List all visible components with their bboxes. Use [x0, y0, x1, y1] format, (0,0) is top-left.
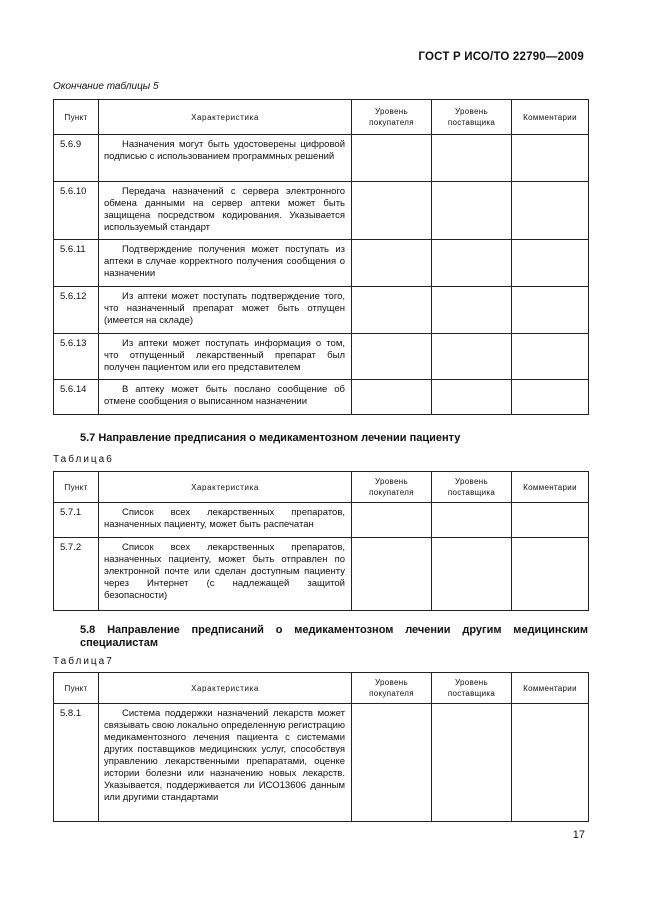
- row-number: 5.7.2: [54, 538, 99, 611]
- row-comments-cell: [512, 538, 589, 611]
- row-number: 5.6.11: [54, 240, 99, 287]
- row-characteristic: Подтверждение получения может поступать из аптеки в случае корректного получения сообщения о назначении: [99, 240, 352, 287]
- table-6: [53, 471, 589, 611]
- table-row: [54, 135, 589, 182]
- col-header-supplier-level: Уровень поставщика: [432, 100, 512, 135]
- page-number: 17: [572, 829, 585, 841]
- col-header-comments: Комментарии: [512, 472, 589, 503]
- row-comments-cell: [512, 334, 589, 380]
- col-header-item: Пункт: [54, 100, 99, 135]
- row-buyer-level-cell: [352, 503, 432, 538]
- col-header-buyer-level: Уровень покупателя: [352, 472, 432, 503]
- row-supplier-level-cell: [432, 503, 512, 538]
- row-comments-cell: [512, 503, 589, 538]
- row-supplier-level-cell: [432, 334, 512, 380]
- row-number: 5.6.10: [54, 182, 99, 240]
- col-header-comments: Комментарии: [512, 100, 589, 135]
- row-characteristic: Система поддержки назначений лекарств может связывать свою локально определенную регистрацию медикаментозного лечения пациента с системами других поставщиков медицинских услуг, способствуя управлению лекарственными препаратами, оценке истории болезни или назначению новых лекарств. Указывается, поддерживается ли ИСО13606 данным или другими стандартами: [99, 704, 352, 822]
- row-buyer-level-cell: [352, 182, 432, 240]
- table-7: [53, 672, 589, 822]
- row-supplier-level-cell: [432, 538, 512, 611]
- row-supplier-level-cell: [432, 182, 512, 240]
- row-characteristic: Передача назначений с сервера электронного обмена данными на сервер аптеки может быть защищена посредством кодирования. Указывается используемый стандарт: [99, 182, 352, 240]
- col-header-supplier-level: Уровень поставщика: [432, 472, 512, 503]
- col-header-buyer-level: Уровень покупателя: [352, 100, 432, 135]
- col-header-buyer-level: Уровень покупателя: [352, 673, 432, 704]
- section-5-7-title: 5.7 Направление предписания о медикаментозном лечении пациенту: [80, 432, 461, 444]
- col-header-characteristic: Характеристика: [99, 472, 352, 503]
- row-buyer-level-cell: [352, 287, 432, 334]
- row-comments-cell: [512, 182, 589, 240]
- row-comments-cell: [512, 704, 589, 822]
- col-header-characteristic: Характеристика: [99, 673, 352, 704]
- row-comments-cell: [512, 240, 589, 287]
- row-characteristic: Из аптеки может поступать подтверждение того, что назначенный препарат может быть отпущен (имеется на складе): [99, 287, 352, 334]
- row-number: 5.8.1: [54, 704, 99, 822]
- row-characteristic: Из аптеки может поступать информация о том, что отпущенный лекарственный препарат был получен пациентом или его представителем: [99, 334, 352, 380]
- row-comments-cell: [512, 287, 589, 334]
- row-number: 5.6.12: [54, 287, 99, 334]
- row-characteristic: В аптеку может быть послано сообщение об отмене сообщения о выписанном назначении: [99, 380, 352, 415]
- row-number: 5.7.1: [54, 503, 99, 538]
- row-comments-cell: [512, 135, 589, 182]
- row-characteristic: Список всех лекарственных препаратов, назначенных пациенту, может быть отправлен по электронной почте или сделан доступным пациенту через Интернет (с надлежащей защитой безопасности): [99, 538, 352, 611]
- row-supplier-level-cell: [432, 240, 512, 287]
- table-row: [54, 334, 589, 380]
- table-row: [54, 704, 589, 822]
- standard-header: ГОСТ Р ИСО/ТО 22790—2009: [418, 51, 584, 63]
- row-characteristic: Список всех лекарственных препаратов, назначенных пациенту, может быть распечатан: [99, 503, 352, 538]
- col-header-item: Пункт: [54, 472, 99, 503]
- table-row: [54, 380, 589, 415]
- row-buyer-level-cell: [352, 135, 432, 182]
- table-row: [54, 240, 589, 287]
- col-header-characteristic: Характеристика: [99, 100, 352, 135]
- row-buyer-level-cell: [352, 704, 432, 822]
- table-row: [54, 287, 589, 334]
- row-number: 5.6.13: [54, 334, 99, 380]
- table-7-caption: Таблица7: [53, 656, 114, 667]
- row-characteristic: Назначения могут быть удостоверены цифровой подписью с использованием программных решений: [99, 135, 352, 182]
- row-comments-cell: [512, 380, 589, 415]
- row-supplier-level-cell: [432, 380, 512, 415]
- table-row: [54, 182, 589, 240]
- row-buyer-level-cell: [352, 334, 432, 380]
- table-5: [53, 99, 589, 415]
- row-supplier-level-cell: [432, 287, 512, 334]
- row-supplier-level-cell: [432, 135, 512, 182]
- col-header-item: Пункт: [54, 673, 99, 704]
- table-continuation-caption: Окончание таблицы 5: [53, 81, 159, 92]
- table-row: [54, 503, 589, 538]
- section-5-8-title: 5.8 Направление предписаний о медикаментозном лечении другим медицинским специалистам: [80, 624, 588, 649]
- col-header-comments: Комментарии: [512, 673, 589, 704]
- table-row: [54, 538, 589, 611]
- row-number: 5.6.9: [54, 135, 99, 182]
- table-6-caption: Таблица6: [53, 454, 114, 465]
- table-header-row: [54, 472, 589, 503]
- col-header-supplier-level: Уровень поставщика: [432, 673, 512, 704]
- row-buyer-level-cell: [352, 380, 432, 415]
- row-buyer-level-cell: [352, 240, 432, 287]
- row-number: 5.6.14: [54, 380, 99, 415]
- table-header-row: [54, 673, 589, 704]
- row-buyer-level-cell: [352, 538, 432, 611]
- row-supplier-level-cell: [432, 704, 512, 822]
- table-header-row: [54, 100, 589, 135]
